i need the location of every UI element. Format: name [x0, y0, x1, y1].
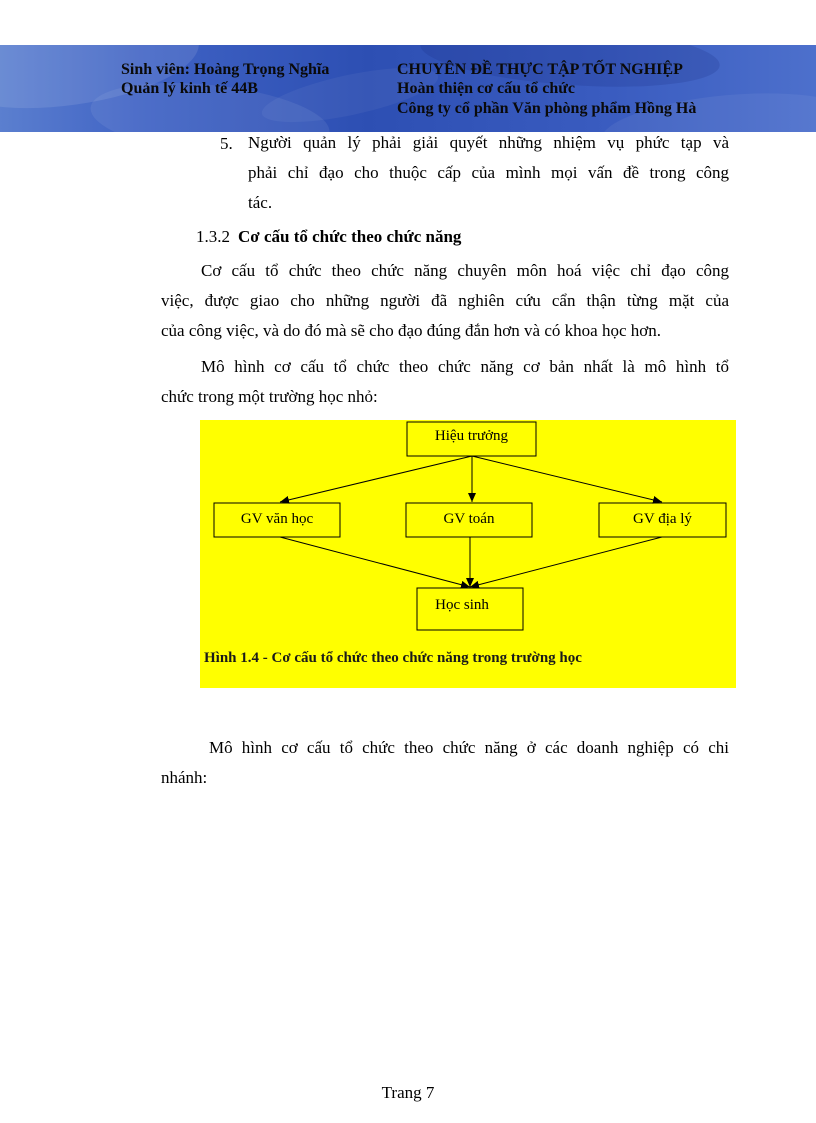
- header-student-name: Sinh viên: Hoàng Trọng Nghĩa: [121, 61, 330, 78]
- paragraph-line: Mô hình cơ cấu tổ chức theo chức năng cơ bản nhất là mô hình tổ: [201, 357, 729, 376]
- figure-caption: Hình 1.4 - Cơ cấu tổ chức theo chức năng trong trường học: [204, 650, 582, 666]
- paragraph-line: Cơ cấu tổ chức theo chức năng chuyên môn hoá việc chỉ đạo công: [201, 261, 729, 280]
- list-item: [248, 128, 729, 218]
- paragraph: [161, 733, 729, 793]
- paragraph: [161, 352, 729, 412]
- section-heading: [196, 227, 461, 247]
- paragraph-line: việc, được giao cho những người đã nghiên cứu cẩn thận từng mặt của: [161, 291, 729, 310]
- paragraph-line: nhánh:: [161, 768, 208, 787]
- list-item-line: phải chỉ đạo cho thuộc cấp của mình mọi vấn đề trong công: [248, 163, 729, 182]
- paragraph: [161, 256, 729, 346]
- header-topic: Hoàn thiện cơ cấu tổ chức: [397, 80, 576, 97]
- node-math-teacher: GV toán: [443, 511, 495, 527]
- paragraph-line: Mô hình cơ cấu tổ chức theo chức năng ở các doanh nghiệp có chi: [209, 738, 729, 757]
- list-item-line: Người quản lý phải giải quyết những nhiệm vụ phức tạp và: [248, 133, 729, 152]
- arrow-principal-literature: [280, 456, 472, 502]
- paragraph-line: chức trong một trường học nhỏ:: [161, 387, 378, 406]
- header-company: Công ty cổ phần Văn phòng phẩm Hồng Hà: [397, 100, 697, 117]
- section-title: Cơ cấu tổ chức theo chức năng: [238, 227, 462, 246]
- node-students: Học sinh: [435, 597, 489, 613]
- header-report-title: CHUYÊN ĐỀ THỰC TẬP TỐT NGHIỆP: [397, 61, 683, 78]
- list-item-line: tác.: [248, 193, 273, 212]
- node-geography-teacher: GV địa lý: [633, 511, 692, 527]
- org-chart-diagram: [200, 420, 736, 688]
- list-item-number: 5.: [220, 134, 233, 153]
- arrow-geography-students: [470, 537, 662, 587]
- arrow-literature-students: [280, 537, 470, 587]
- paragraph-line: của công việc, và do đó mà sẽ cho đạo đúng đắn hơn và có khoa học hơn.: [161, 321, 661, 340]
- node-principal: Hiệu trưởng: [434, 428, 509, 444]
- arrow-principal-geography: [472, 456, 662, 502]
- header-class: Quản lý kinh tế 44B: [121, 80, 258, 97]
- section-number: 1.3.2: [196, 227, 230, 246]
- page-number: Trang 7: [381, 1083, 435, 1102]
- node-literature-teacher: GV văn học: [240, 511, 314, 527]
- org-chart-svg: [200, 420, 736, 688]
